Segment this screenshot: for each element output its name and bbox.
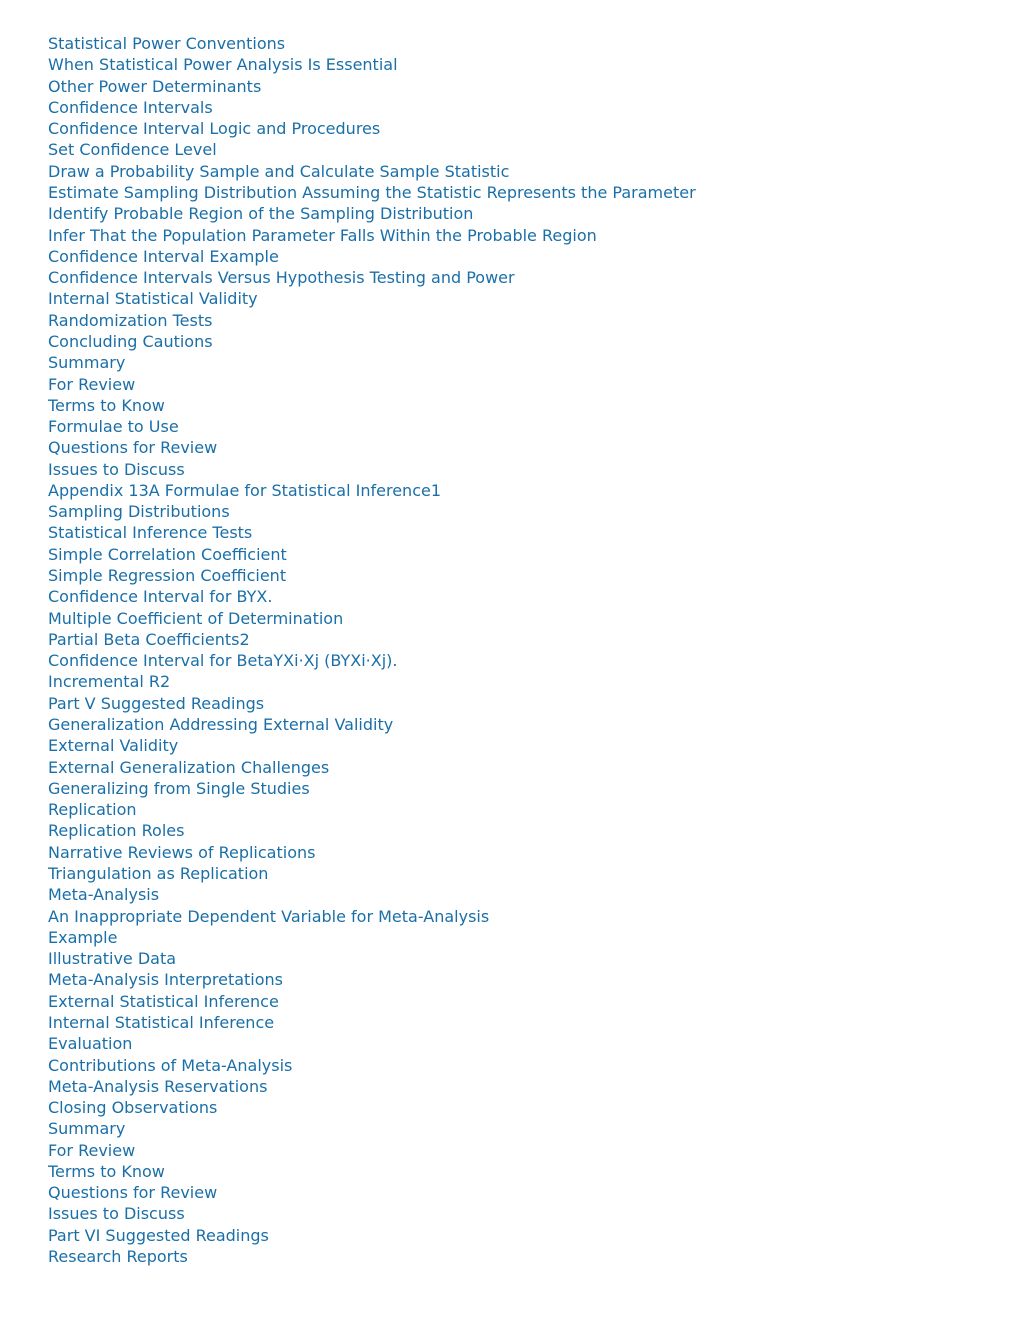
toc-link[interactable]: Terms to Know (48, 1161, 165, 1181)
toc-link[interactable]: Summary (48, 353, 126, 373)
toc-link[interactable]: Confidence Interval Example (48, 246, 279, 266)
toc-link[interactable]: Incremental R2 (48, 672, 171, 692)
toc-link[interactable]: Multiple Coefficient of Determination (48, 608, 344, 628)
toc-link[interactable]: Summary (48, 1119, 126, 1139)
toc-link[interactable]: Other Power Determinants (48, 76, 262, 96)
toc-link[interactable]: Part VI Suggested Readings (48, 1225, 269, 1245)
toc-link[interactable]: Issues to Discuss (48, 459, 185, 479)
toc-link[interactable]: Infer That the Population Parameter Falls Within the Probable Region (48, 225, 597, 245)
toc-link[interactable]: Narrative Reviews of Replications (48, 842, 316, 862)
toc-link[interactable]: Draw a Probability Sample and Calculate Sample Statistic (48, 161, 510, 181)
toc-link[interactable]: For Review (48, 1140, 136, 1160)
toc-link[interactable]: Estimate Sampling Distribution Assuming the Statistic Represents the Parameter (48, 182, 696, 202)
toc-link[interactable]: Confidence Interval for BYX. (48, 587, 273, 607)
toc-link[interactable]: Concluding Cautions (48, 331, 213, 351)
toc-link[interactable]: Replication Roles (48, 821, 185, 841)
toc-link[interactable]: Generalizing from Single Studies (48, 778, 310, 798)
toc-link[interactable]: Internal Statistical Validity (48, 289, 258, 309)
toc-link[interactable]: Meta-Analysis Interpretations (48, 970, 283, 990)
toc-link[interactable]: Simple Regression Coefficient (48, 566, 287, 586)
toc-link[interactable]: Illustrative Data (48, 949, 177, 969)
toc-link[interactable]: Questions for Review (48, 438, 218, 458)
toc-link[interactable]: Issues to Discuss (48, 1204, 185, 1224)
toc-link[interactable]: Contributions of Meta-Analysis (48, 1055, 293, 1075)
toc-link[interactable]: Statistical Inference Tests (48, 523, 253, 543)
toc-link[interactable]: Replication (48, 800, 137, 820)
toc-link[interactable]: Confidence Interval for BetaYXi·Xj (BYXi·Xj). (48, 651, 398, 671)
toc-link[interactable]: Part V Suggested Readings (48, 693, 265, 713)
toc-link[interactable]: An Inappropriate Dependent Variable for Meta-Analysis (48, 906, 490, 926)
toc-link[interactable]: External Validity (48, 736, 179, 756)
toc-link[interactable]: Confidence Interval Logic and Procedures (48, 119, 381, 139)
toc-link[interactable]: Appendix 13A Formulae for Statistical Inference1 (48, 480, 442, 500)
toc-link[interactable]: Meta-Analysis Reservations (48, 1076, 268, 1096)
toc-link[interactable]: Questions for Review (48, 1183, 218, 1203)
toc-link[interactable]: External Statistical Inference (48, 991, 279, 1011)
toc-link[interactable]: External Generalization Challenges (48, 757, 330, 777)
toc-link[interactable]: Formulae to Use (48, 417, 179, 437)
toc-link[interactable]: Evaluation (48, 1034, 133, 1054)
toc-link[interactable]: Terms to Know (48, 395, 165, 415)
toc-link[interactable]: Closing Observations (48, 1098, 218, 1118)
toc-link[interactable]: Meta-Analysis (48, 885, 160, 905)
toc-link[interactable]: Internal Statistical Inference (48, 1012, 275, 1032)
toc-link[interactable]: Identify Probable Region of the Sampling Distribution (48, 204, 474, 224)
toc-link[interactable]: Research Reports (48, 1247, 188, 1267)
toc-link[interactable]: Example (48, 927, 118, 947)
toc-link[interactable]: Randomization Tests (48, 310, 213, 330)
toc-link[interactable]: Set Confidence Level (48, 140, 217, 160)
toc-link[interactable]: Confidence Intervals Versus Hypothesis Testing and Power (48, 268, 515, 288)
toc-link[interactable]: Generalization Addressing External Validity (48, 715, 394, 734)
toc-link[interactable]: When Statistical Power Analysis Is Essential (48, 55, 398, 75)
toc-link[interactable]: Confidence Intervals (48, 97, 213, 117)
toc-link[interactable]: For Review (48, 374, 136, 394)
toc-link[interactable]: Partial Beta Coefficients2 (48, 629, 250, 649)
toc-link[interactable]: Triangulation as Replication (48, 863, 269, 883)
toc-link[interactable]: Simple Correlation Coefficient (48, 544, 287, 564)
toc-link[interactable]: Statistical Power Conventions (48, 34, 286, 53)
table-of-contents (48, 33, 696, 1267)
toc-link[interactable]: Sampling Distributions (48, 502, 230, 522)
